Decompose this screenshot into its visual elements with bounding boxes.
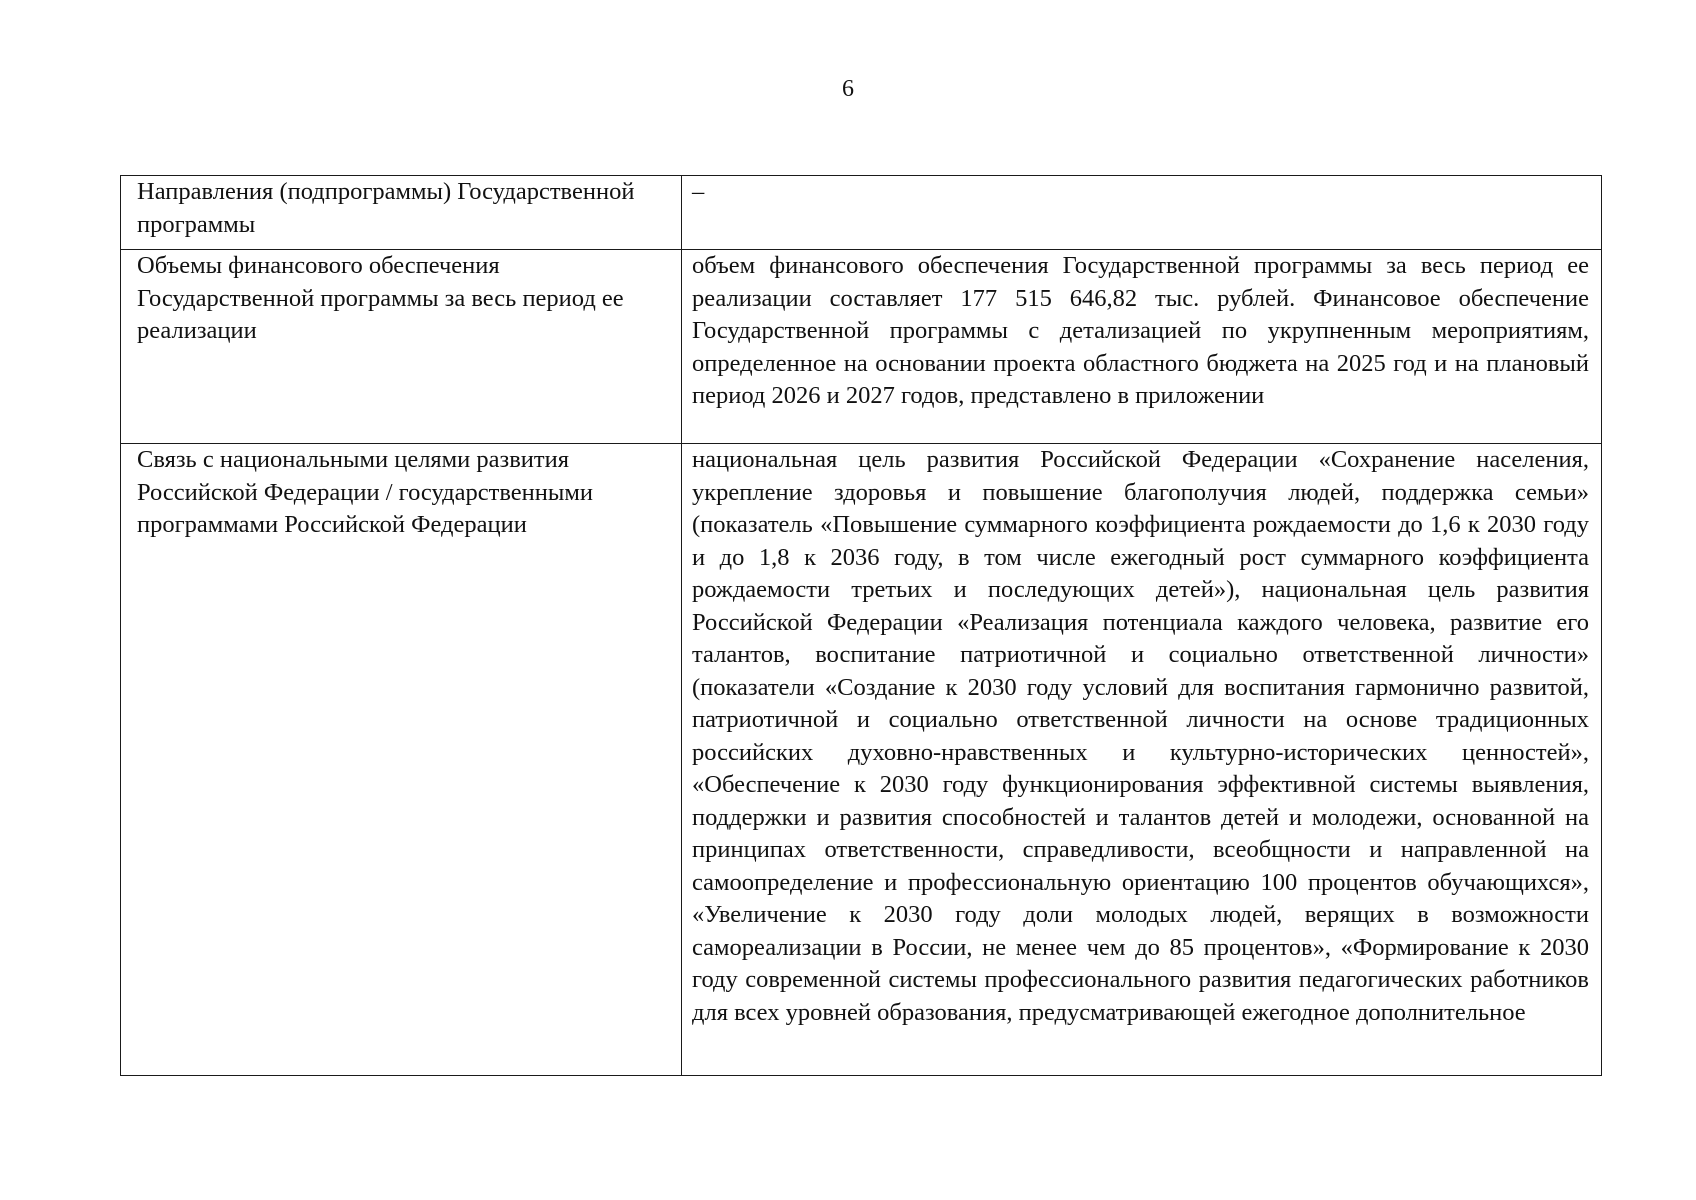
row-label-text: Объемы финансового обеспечения Государственной программы за весь период ее реализации <box>137 252 624 344</box>
row-value-directions <box>682 176 1602 250</box>
row-label-financing <box>121 250 682 444</box>
row-value-financing <box>682 250 1602 444</box>
table-row-directions <box>121 176 1602 250</box>
row-label-directions <box>121 176 682 250</box>
row-label-text: Направления (подпрограммы) Государственной программы <box>137 178 635 238</box>
table-row-financing <box>121 250 1602 444</box>
table-row-national-goals <box>121 444 1602 1076</box>
row-label-national-goals <box>121 444 682 1076</box>
row-value-national-goals <box>682 444 1602 1076</box>
program-passport-table <box>120 175 1602 1076</box>
row-value-text: национальная цель развития Российской Федерации «Сохранение населения, укрепление здоровья и повышение благополучия людей, поддержка семьи» (показатель «Повышение суммарного коэффициента рождаемости до 1,6 к 2030 году и до 1,8 к 2036 году, в том числе ежегодный рост суммарного коэффициента рождаемости третьих и последующих детей»), национальная цель развития Российской Федерации «Реализация потенциала каждого человека, развитие его талантов, воспитание патриотичной и социально ответственной личности» (показатели «Создание к 2030 году условий для воспитания гармонично развитой, патриотичной и социально ответственной личности на основе традиционных российских духовно-нравственных и культурно-исторических ценностей», «Обеспечение к 2030 году функционирования эффективной системы выявления, поддержки и развития способностей и талантов детей и молодежи, основанной на принципах ответственности, справедливости, всеобщности и направленной на самоопределение и профессиональную ориентацию 100 процентов обучающихся», «Увеличение к 2030 году доли молодых людей, верящих в возможности самореализации в России, не менее чем до 85 процентов», «Формирование к 2030 году современной системы профессионального развития педагогических работников для всех уровней образования, предусматривающей ежегодное дополнительное <box>692 446 1589 1026</box>
row-label-text: Связь с национальными целями развития Российской Федерации / государственными программами Российской Федерации <box>137 446 593 538</box>
row-value-text: объем финансового обеспечения Государственной программы за весь период ее реализации составляет 177 515 646,82 тыс. рублей. Финансовое обеспечение Государственной программы с детализацией по укрупненным мероприятиям, определенное на основании проекта областного бюджета на 2025 год и на плановый период 2026 и 2027 годов, представлено в приложении <box>692 252 1589 409</box>
row-value-text: – <box>692 178 705 205</box>
page-number: 6 <box>842 76 854 102</box>
